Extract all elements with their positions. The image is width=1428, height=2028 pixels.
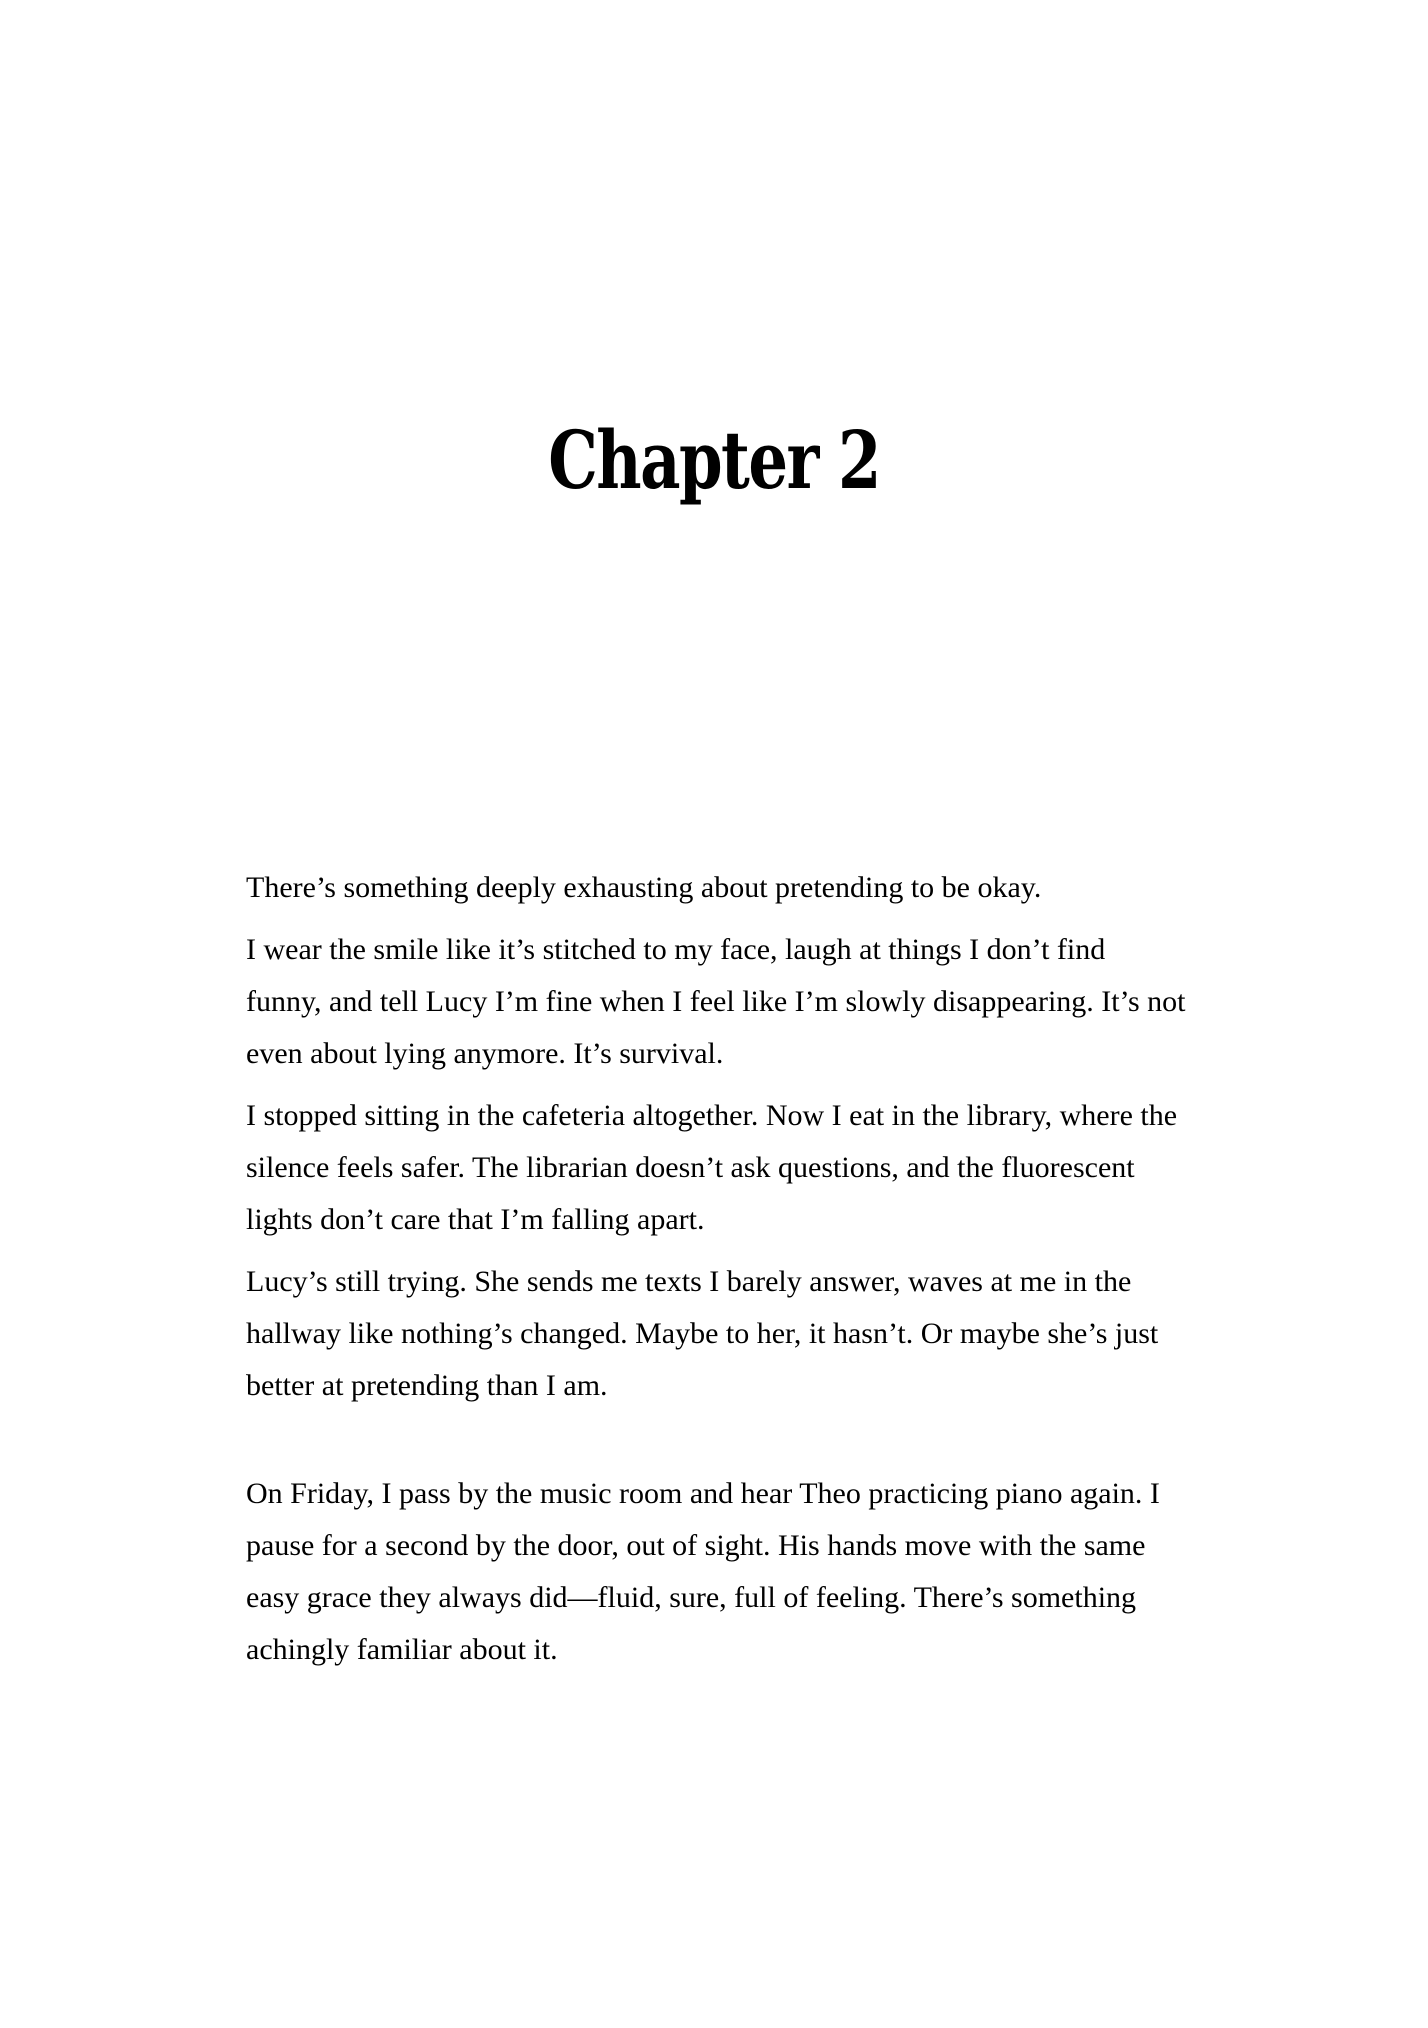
chapter-title: Chapter 2 [548, 413, 880, 507]
paragraph: I stopped sitting in the cafeteria altogether. Now I eat in the library, where the silence feels safer. The librarian doesn’t ask questions, and the fluorescent lights don’t care that I’m falling apart. [246, 1099, 1178, 1236]
paragraph: Lucy’s still trying. She sends me texts I barely answer, waves at me in the hallway like nothing’s changed. Maybe to her, it hasn’t. Or maybe she’s just better at pretending than I am. [246, 1265, 1159, 1402]
paragraph: On Friday, I pass by the music room and hear Theo practicing piano again. I pause for a second by the door, out of sight. His hands move with the same easy grace they always did—fluid, sure, full of feeling. There’s something achingly familiar about it. [246, 1477, 1160, 1666]
paragraph: There’s something deeply exhausting about pretending to be okay. [246, 871, 1042, 904]
chapter-body [246, 862, 1186, 1686]
paragraph: I wear the smile like it’s stitched to my face, laugh at things I don’t find funny, and tell Lucy I’m fine when I feel like I’m slowly disappearing. It’s not even about lying anymore. It’s survival. [246, 933, 1186, 1070]
section-break [246, 1422, 1186, 1468]
